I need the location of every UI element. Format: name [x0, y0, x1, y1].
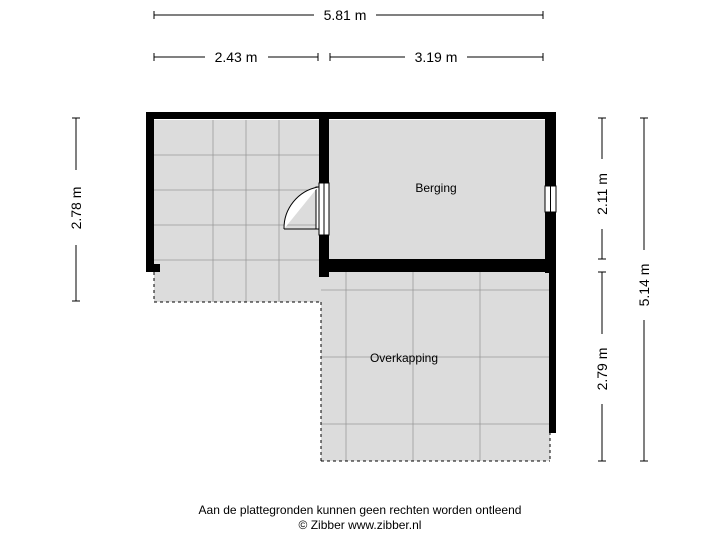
dim-berging-height: 2.11 m	[594, 173, 610, 215]
wall-top	[146, 112, 556, 119]
dim-total-width: 5.81 m	[323, 7, 367, 23]
dim-left-height: 2.78 m	[68, 186, 84, 230]
window	[545, 186, 556, 212]
wall-overkapping-right	[549, 259, 556, 433]
wall-center-upper	[319, 112, 329, 183]
dim-overkapping-height: 2.79 m	[594, 347, 610, 391]
floor-overkapping	[321, 270, 550, 461]
wall-left-stub	[146, 264, 160, 272]
wall-left	[146, 112, 154, 272]
dim-right-width: 3.19 m	[414, 49, 458, 65]
wall-berging-bottom	[319, 259, 556, 272]
wall-right-upper	[545, 112, 556, 186]
footer-copyright: © Zibber www.zibber.nl	[298, 518, 422, 532]
room-label-overkapping: Overkapping	[369, 351, 439, 365]
dim-left-width: 2.43 m	[214, 49, 258, 65]
footer-disclaimer: Aan de plattegronden kunnen geen rechten worden ontleend	[198, 503, 522, 517]
room-label-berging: Berging	[415, 181, 457, 195]
dim-total-height: 5.14 m	[636, 263, 652, 307]
door-leaf	[316, 187, 319, 229]
